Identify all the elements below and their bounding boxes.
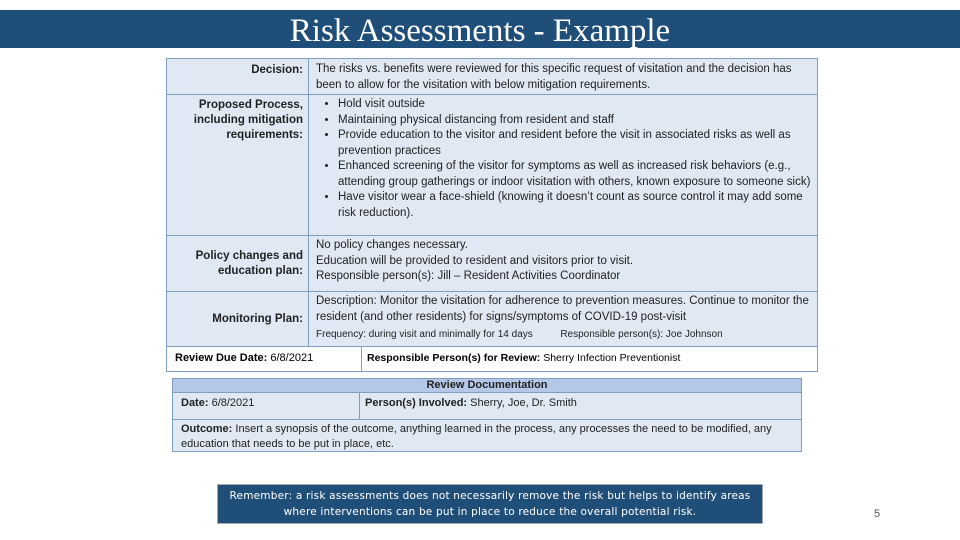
monitoring-row [167, 292, 817, 347]
decision-row [167, 59, 817, 95]
review-doc-persons [365, 396, 577, 411]
review-resp-label: Responsible Person(s) for Review: [367, 352, 541, 364]
policy-line-1: No policy changes necessary. [316, 239, 468, 251]
review-due [175, 352, 313, 364]
monitoring-cell [308, 292, 817, 346]
policy-cell [308, 236, 817, 291]
process-list-cell [308, 95, 817, 235]
review-doc-outcome-label: Outcome: [181, 423, 233, 435]
decision-label: Decision: [251, 64, 303, 76]
review-doc-date-label: Date: [181, 397, 209, 409]
slide-title: Risk Assessments - Example [289, 13, 671, 49]
review-doc-header: Review Documentation [173, 379, 801, 393]
review-doc-persons-value: Sherry, Joe, Dr. Smith [470, 397, 577, 409]
process-row [167, 95, 817, 236]
monitoring-responsible: Responsible person(s): Joe Johnson [560, 329, 723, 340]
review-doc-outcome [181, 422, 793, 452]
process-label: Proposed Process, including mitigation requirements: [193, 99, 303, 141]
monitoring-label: Monitoring Plan: [212, 313, 303, 325]
policy-row [167, 236, 817, 292]
policy-responsible: Responsible person(s): Jill – Resident Activities Coordinator [316, 270, 621, 282]
review-doc-date-value: 6/8/2021 [211, 397, 255, 409]
review-documentation [172, 378, 802, 452]
process-list [316, 97, 811, 221]
decision-text: The risks vs. benefits were reviewed for this specific request of visitation and the decision has been to allow for the visitation with below mitigation requirements. [308, 59, 817, 94]
reminder-note: Remember: a risk assessments does not necessarily remove the risk but helps to identify areas where interventions can be put in place to reduce the overall potential risk. [217, 484, 763, 524]
monitoring-details [316, 327, 811, 343]
review-doc-persons-label: Person(s) Involved: [365, 397, 468, 409]
policy-label: Policy changes and education plan: [195, 250, 303, 277]
process-item: • Provide education to the visitor and resident before the visit in associated risks as well as prevention practices [338, 128, 811, 159]
review-doc-date [181, 396, 254, 411]
process-item: • Hold visit outside [338, 97, 811, 113]
process-item: • Have visitor wear a face-shield (knowing it doesn’t count as source control it may add some risk reduction). [338, 190, 811, 221]
review-due-label: Review Due Date: [175, 352, 268, 364]
review-responsible [367, 352, 680, 364]
process-item: • Enhanced screening of the visitor for symptoms as well as increased risk behaviors (e.g., attending group gatherings or indoor visitation with others, known exposure to someone sick) [338, 159, 811, 190]
review-resp-value: Sherry Infection Preventionist [543, 352, 681, 364]
monitoring-frequency: Frequency: during visit and minimally for 14 days [316, 329, 533, 340]
process-item: • Maintaining physical distancing from resident and staff [338, 113, 811, 129]
page-number: 5 [874, 508, 881, 520]
review-due-value: 6/8/2021 [270, 352, 314, 364]
policy-line-2: Education will be provided to resident and visitors prior to visit. [316, 254, 634, 267]
monitoring-description: Description: Monitor the visitation for adherence to prevention measures. Continue to monitor the resident (and other residents) for signs/symptoms of COVID-19 post-visit [316, 295, 809, 323]
risk-assessment-form [166, 58, 818, 372]
review-doc-outcome-text: Insert a synopsis of the outcome, anything learned in the process, any processes the need to be modified, any education that needs to be put in place, etc. [181, 423, 772, 450]
review-due-row [167, 347, 817, 372]
